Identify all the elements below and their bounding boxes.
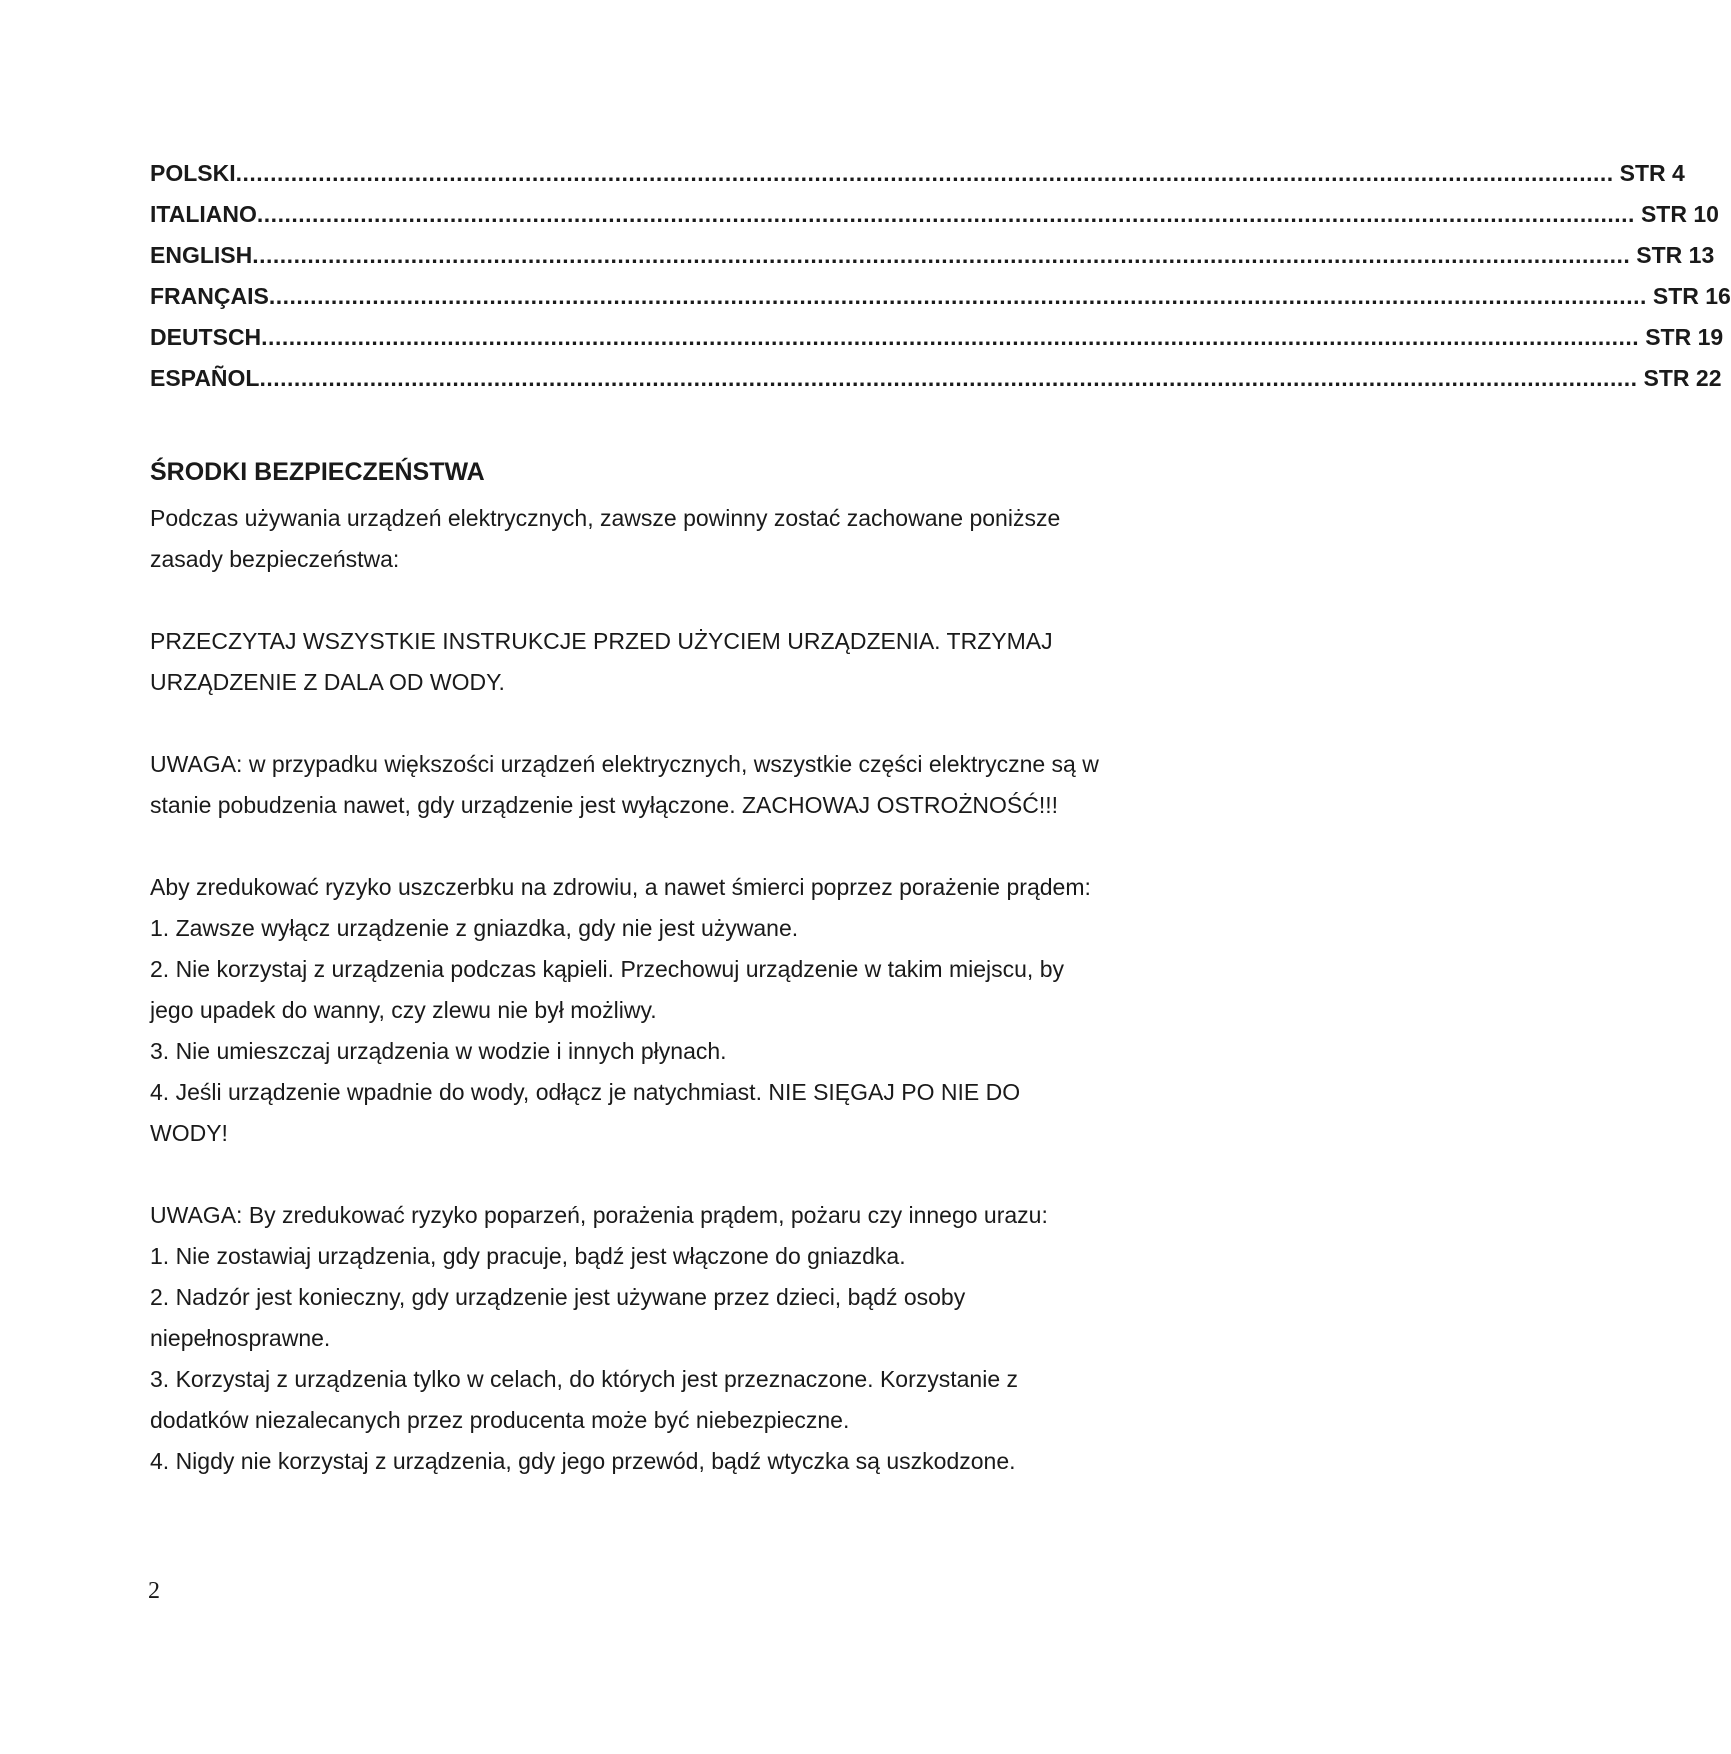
shock-intro-paragraph: Aby zredukować ryzyko uszczerbku na zdrowiu, a nawet śmierci poprzez porażenie prądem: [150,874,1091,900]
list-item: 1. Zawsze wyłącz urządzenie z gniazdka, gdy nie jest używane. [150,915,799,941]
toc-row-deutsch[interactable] [150,324,1724,365]
safety-section [150,452,1100,1482]
toc-language: FRANÇAIS [150,283,269,309]
list-item: 1. Nie zostawiaj urządzenia, gdy pracuje, bądź jest włączone do gniazdka. [150,1243,906,1269]
toc-language: ITALIANO [150,201,257,227]
section-heading: ŚRODKI BEZPIECZEŃSTWA [150,458,485,486]
toc-language: POLSKI [150,160,236,186]
toc-leader-dots: ........................................................................................................................................................................................................ [261,324,1640,350]
spacer [150,580,1100,621]
toc-page-ref: STR 22 [1643,365,1722,391]
table-of-contents [150,160,1731,406]
toc-language: DEUTSCH [150,324,262,350]
toc-language: ESPAÑOL [150,365,260,391]
toc-leader-dots: ........................................................................................................................................................................................................ [252,242,1631,268]
toc-leader-dots: ........................................................................................................................................................................................................ [256,201,1635,227]
list-item: 4. Nigdy nie korzystaj z urządzenia, gdy jego przewód, bądź wtyczka są uszkodzone. [150,1448,1016,1474]
spacer [150,1154,1100,1195]
toc-leader-dots: ........................................................................................................................................................................................................ [235,160,1614,186]
toc-page-ref: STR 13 [1636,242,1715,268]
page-number: 2 [148,1578,160,1604]
toc-leader-dots: ........................................................................................................................................................................................................ [259,365,1638,391]
toc-leader-dots: ........................................................................................................................................................................................................ [268,283,1647,309]
read-instructions-paragraph: PRZECZYTAJ WSZYSTKIE INSTRUKCJE PRZED UŻYCIEM URZĄDZENIA. TRZYMAJ URZĄDZENIE Z DALA OD WODY. [150,628,1053,695]
burn-intro-paragraph: UWAGA: By zredukować ryzyko poparzeń, porażenia prądem, pożaru czy innego urazu: [150,1202,1048,1228]
toc-row-polski[interactable] [150,160,1685,201]
toc-row-espanol[interactable] [150,365,1722,406]
toc-row-english[interactable] [150,242,1715,283]
toc-row-francais[interactable] [150,283,1731,324]
spacer [150,703,1100,744]
list-item: 3. Korzystaj z urządzenia tylko w celach, do których jest przeznaczone. Korzystanie z dodatków niezalecanych przez producenta może być niebezpieczne. [150,1366,1019,1433]
toc-page-ref: STR 10 [1640,201,1719,227]
list-item: 2. Nadzór jest konieczny, gdy urządzenie jest używane przez dzieci, bądź osoby niepełnosprawne. [150,1284,966,1351]
toc-page-ref: STR 16 [1652,283,1731,309]
spacer [150,826,1100,867]
list-item: 2. Nie korzystaj z urządzenia podczas kąpieli. Przechowuj urządzenie w takim miejscu, by jego upadek do wanny, czy zlewu nie był możliwy. [150,956,1065,1023]
intro-paragraph: Podczas używania urządzeń elektrycznych, zawsze powinny zostać zachowane poniższe zasady bezpieczeństwa: [150,505,1061,572]
warning-paragraph: UWAGA: w przypadku większości urządzeń elektrycznych, wszystkie części elektryczne są w stanie pobudzenia nawet, gdy urządzenie jest wyłączone. ZACHOWAJ OSTROŻNOŚĆ!!! [150,751,1099,818]
list-item: 4. Jeśli urządzenie wpadnie do wody, odłącz je natychmiast. NIE SIĘGAJ PO NIE DO WODY! [150,1079,1021,1146]
toc-page-ref: STR 19 [1645,324,1724,350]
list-item: 3. Nie umieszczaj urządzenia w wodzie i innych płynach. [150,1038,727,1064]
toc-page-ref: STR 4 [1619,160,1685,186]
toc-row-italiano[interactable] [150,201,1719,242]
toc-language: ENGLISH [150,242,253,268]
